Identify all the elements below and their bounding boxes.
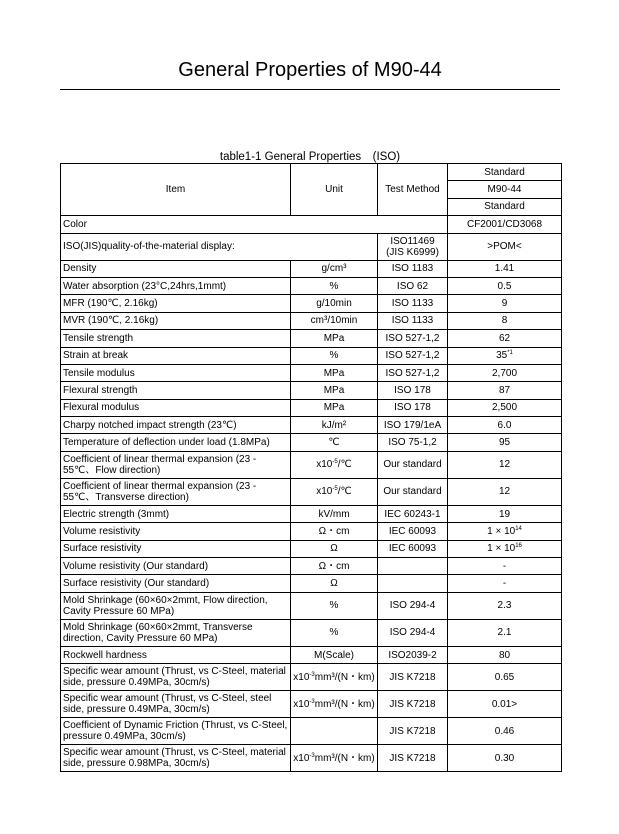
property-name: MVR (190℃, 2.16kg) [61, 312, 291, 329]
property-unit [291, 434, 378, 451]
header-test-method: Test Method [378, 164, 448, 216]
unit-text: g/cm³ [321, 263, 347, 275]
table-row [61, 691, 562, 718]
property-value [448, 540, 562, 557]
unit-text: MPa [323, 402, 345, 414]
property-value [448, 364, 562, 381]
value-text: - [502, 578, 507, 590]
property-unit [291, 295, 378, 312]
table-row [61, 364, 562, 381]
value-superscript: 16 [515, 543, 522, 550]
property-name: Tensile modulus [61, 364, 291, 381]
property-unit [291, 312, 378, 329]
property-name: Volume resistivity [61, 523, 291, 540]
unit-text: g/10min [316, 298, 352, 310]
unit-exponent: -5 [332, 486, 338, 493]
table-row [61, 451, 562, 478]
property-unit [291, 417, 378, 434]
property-test-method: JIS K7218 [378, 718, 448, 745]
iso-quality-label: ISO(JIS)quality-of-the-material display: [61, 233, 378, 260]
value-text: 95 [498, 437, 511, 449]
property-value [448, 691, 562, 718]
iso-quality-value: >POM< [448, 233, 562, 260]
value-text: 62 [498, 332, 511, 344]
property-test-method: ISO 1183 [378, 260, 448, 277]
property-name: MFR (190℃, 2.16kg) [61, 295, 291, 312]
property-value [448, 478, 562, 505]
value-text: 1.41 [494, 263, 515, 275]
property-unit [291, 592, 378, 619]
table-row [61, 382, 562, 399]
header-row [61, 164, 562, 181]
property-name: Specific wear amount (Thrust, vs C-Steel, steel side, pressure 0.49MPa, 30cm/s) [61, 691, 291, 718]
property-unit [291, 364, 378, 381]
value-text: 35 [496, 350, 508, 362]
unit-text: Ω [330, 578, 338, 590]
unit-suffix: mm³/(N・km) [314, 671, 375, 683]
table-row [61, 347, 562, 364]
property-test-method: ISO 179/1eA [378, 417, 448, 434]
value-text: 0.30 [494, 752, 515, 764]
property-unit [291, 382, 378, 399]
table-row [61, 434, 562, 451]
property-unit [291, 558, 378, 575]
iso-quality-method [378, 233, 448, 260]
property-test-method: Our standard [378, 478, 448, 505]
header-standard-bottom: Standard [448, 198, 562, 215]
value-text: 2.3 [497, 600, 512, 612]
unit-text: % [329, 627, 339, 639]
property-value [448, 417, 562, 434]
property-value [448, 575, 562, 592]
table-row [61, 295, 562, 312]
value-text: 9 [501, 298, 508, 310]
property-unit [291, 664, 378, 691]
property-name: Charpy notched impact strength (23℃) [61, 417, 291, 434]
property-unit [291, 478, 378, 505]
value-text: 0.01> [491, 698, 518, 710]
property-unit [291, 330, 378, 347]
property-value [448, 330, 562, 347]
property-test-method: ISO 178 [378, 382, 448, 399]
property-name: Density [61, 260, 291, 277]
property-name: Strain at break [61, 347, 291, 364]
table-row [61, 745, 562, 772]
property-name: Volume resistivity (Our standard) [61, 558, 291, 575]
property-test-method: JIS K7218 [378, 691, 448, 718]
table-row [61, 523, 562, 540]
property-value [448, 399, 562, 416]
value-text: 80 [498, 649, 511, 661]
property-name: Temperature of deflection under load (1.8MPa) [61, 434, 291, 451]
properties-table [60, 163, 562, 772]
property-value [448, 523, 562, 540]
header-standard-top: Standard [448, 164, 562, 181]
table-row [61, 260, 562, 277]
unit-text: MPa [323, 367, 345, 379]
properties-table-body [61, 164, 562, 772]
property-name: Coefficient of linear thermal expansion (23 - 55℃、Transverse direction) [61, 478, 291, 505]
property-name: Rockwell hardness [61, 646, 291, 663]
unit-text: % [329, 350, 339, 362]
property-name: Coefficient of Dynamic Friction (Thrust, vs C-Steel, pressure 0.49MPa, 30cm/s) [61, 718, 291, 745]
property-test-method: ISO 527-1,2 [378, 347, 448, 364]
property-name: Tensile strength [61, 330, 291, 347]
table-row [61, 592, 562, 619]
property-unit [291, 347, 378, 364]
property-test-method: JIS K7218 [378, 664, 448, 691]
unit-text: x10 [293, 671, 310, 683]
property-unit [291, 646, 378, 663]
unit-text: kV/mm [318, 508, 350, 520]
property-unit [291, 718, 378, 745]
unit-text: Ω・cm [318, 560, 350, 572]
property-test-method: ISO 1133 [378, 295, 448, 312]
property-unit [291, 399, 378, 416]
property-test-method: ISO 1133 [378, 312, 448, 329]
table-row [61, 505, 562, 522]
unit-suffix: mm³/(N・km) [314, 698, 375, 710]
property-test-method: ISO 527-1,2 [378, 330, 448, 347]
property-test-method: ISO 178 [378, 399, 448, 416]
value-text: 0.65 [494, 671, 515, 683]
property-unit [291, 691, 378, 718]
property-name: Flexural modulus [61, 399, 291, 416]
property-test-method: ISO 294-4 [378, 592, 448, 619]
header-unit: Unit [291, 164, 378, 216]
property-test-method: ISO2039-2 [378, 646, 448, 663]
unit-text: MPa [323, 332, 345, 344]
property-test-method: ISO 62 [378, 277, 448, 294]
unit-exponent: -3 [309, 752, 315, 759]
value-text: 2.1 [497, 627, 512, 639]
property-unit [291, 523, 378, 540]
document-title: General Properties of M90-44 [178, 59, 442, 81]
property-name: Mold Shrinkage (60×60×2mmt, Transverse direction, Cavity Pressure 60 MPa) [61, 619, 291, 646]
property-unit [291, 505, 378, 522]
property-unit [291, 745, 378, 772]
unit-text: ℃ [328, 437, 340, 449]
value-text: 8 [501, 315, 508, 327]
value-text: 0.46 [494, 725, 515, 737]
property-value [448, 745, 562, 772]
unit-suffix: /℃ [337, 459, 352, 471]
property-unit [291, 451, 378, 478]
property-value [448, 295, 562, 312]
value-text: 87 [498, 384, 511, 396]
color-row [61, 216, 562, 233]
property-test-method [378, 575, 448, 592]
table-row [61, 277, 562, 294]
unit-text: % [329, 280, 339, 292]
property-value [448, 451, 562, 478]
table-row [61, 312, 562, 329]
table-row [61, 646, 562, 663]
property-test-method: IEC 60093 [378, 523, 448, 540]
unit-text: cm³/10min [310, 315, 358, 327]
iso-method-line1: ISO11469 [390, 235, 435, 247]
property-value [448, 347, 562, 364]
header-item: Item [61, 164, 291, 216]
property-name: Electric strength (3mmt) [61, 505, 291, 522]
unit-exponent: -3 [309, 671, 315, 678]
value-text: 2,500 [491, 402, 518, 414]
value-text: 0.5 [497, 280, 512, 292]
property-name: Water absorption (23°C,24hrs,1mmt) [61, 277, 291, 294]
unit-suffix: mm³/(N・km) [314, 752, 375, 764]
property-test-method: ISO 527-1,2 [378, 364, 448, 381]
table-row [61, 575, 562, 592]
unit-text: x10 [293, 752, 310, 764]
property-name: Coefficient of linear thermal expansion (23 - 55℃、Flow direction) [61, 451, 291, 478]
value-text: - [502, 560, 507, 572]
property-value [448, 277, 562, 294]
value-text: 12 [498, 459, 511, 471]
table-row [61, 718, 562, 745]
property-test-method: JIS K7218 [378, 745, 448, 772]
unit-text: x10 [293, 698, 310, 710]
iso-quality-row [61, 233, 562, 260]
property-name: Flexural strength [61, 382, 291, 399]
title-divider [60, 89, 560, 90]
property-value [448, 664, 562, 691]
property-test-method: ISO 75-1,2 [378, 434, 448, 451]
value-text: 12 [498, 486, 511, 498]
property-value [448, 312, 562, 329]
table-row [61, 417, 562, 434]
table-row [61, 330, 562, 347]
property-value [448, 558, 562, 575]
color-label: Color [61, 216, 448, 233]
color-value: CF2001/CD3068 [448, 216, 562, 233]
unit-exponent: -5 [332, 459, 338, 466]
property-test-method [378, 558, 448, 575]
value-text: 1 × 10 [487, 525, 516, 537]
unit-text: kJ/m² [321, 419, 347, 431]
property-test-method: Our standard [378, 451, 448, 478]
property-name: Specific wear amount (Thrust, vs C-Steel, material side, pressure 0.98MPa, 30cm/s) [61, 745, 291, 772]
property-value [448, 646, 562, 663]
iso-method-line2: (JIS K6999) [386, 246, 439, 258]
value-text: 19 [498, 508, 511, 520]
unit-exponent: -3 [309, 698, 315, 705]
unit-text: % [329, 600, 339, 612]
property-unit [291, 260, 378, 277]
value-text: 6.0 [497, 419, 512, 431]
property-name: Surface resistivity (Our standard) [61, 575, 291, 592]
unit-text: MPa [323, 384, 345, 396]
value-text: 2,700 [491, 367, 518, 379]
property-unit [291, 540, 378, 557]
table-row [61, 619, 562, 646]
property-unit [291, 619, 378, 646]
value-text: 1 × 10 [487, 543, 516, 555]
property-value [448, 718, 562, 745]
property-unit [291, 277, 378, 294]
table-row [61, 540, 562, 557]
table-caption: table1-1 General Properties (ISO) [219, 151, 401, 163]
property-unit [291, 575, 378, 592]
property-name: Mold Shrinkage (60×60×2mmt, Flow direction, Cavity Pressure 60 MPa) [61, 592, 291, 619]
table-row [61, 478, 562, 505]
property-name: Surface resistivity [61, 540, 291, 557]
unit-suffix: /℃ [337, 486, 352, 498]
property-value [448, 592, 562, 619]
property-value [448, 382, 562, 399]
unit-text: x10 [316, 459, 333, 471]
value-superscript: *1 [507, 350, 513, 357]
property-value [448, 505, 562, 522]
property-value [448, 434, 562, 451]
table-row [61, 664, 562, 691]
value-superscript: 14 [515, 525, 522, 532]
property-test-method: IEC 60093 [378, 540, 448, 557]
property-test-method: ISO 294-4 [378, 619, 448, 646]
unit-text: M(Scale) [313, 649, 354, 661]
unit-text: Ω [330, 543, 338, 555]
property-name: Specific wear amount (Thrust, vs C-Steel, material side, pressure 0.49MPa, 30cm/s) [61, 664, 291, 691]
table-row [61, 399, 562, 416]
header-grade: M90-44 [448, 181, 562, 198]
unit-text: Ω・cm [318, 525, 350, 537]
property-value [448, 619, 562, 646]
property-value [448, 260, 562, 277]
table-row [61, 558, 562, 575]
unit-text: x10 [316, 486, 333, 498]
property-test-method: IEC 60243-1 [378, 505, 448, 522]
